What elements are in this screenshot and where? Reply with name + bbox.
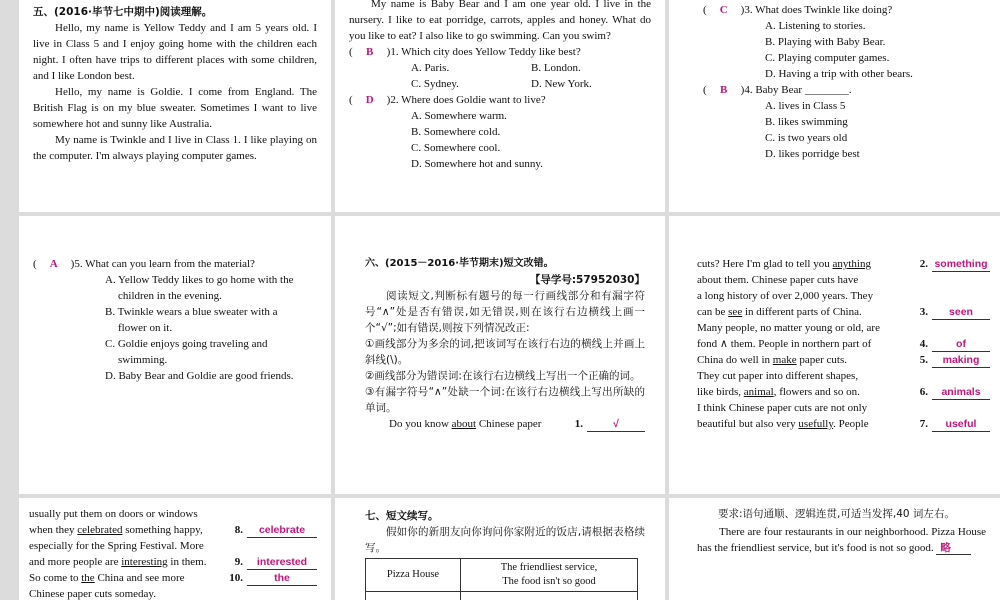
panel-reading-question-5 bbox=[19, 216, 331, 494]
passage-paragraph-2: Hello, my name is Goldie. I come from England. The British Flag is on my blue sweater. Sometimes I want to live somewhere hot and sunny like Australia. bbox=[33, 86, 317, 130]
line-text: . People bbox=[833, 418, 869, 430]
passage-paragraph-4: My name is Baby Bear and I am one year old. I live in the nursery. I like to eat porridge, carrots, apples and honey. What do you like to eat? I also like to go swimming. Can you swim? bbox=[349, 0, 651, 42]
question-5: ( A )5. What can you learn from the material? bbox=[33, 258, 255, 270]
option: A. Somewhere warm. bbox=[411, 110, 507, 122]
line-text: , flowers and so on. bbox=[773, 386, 860, 398]
answer-blank-3: seen bbox=[932, 306, 990, 320]
option: D. Somewhere hot and sunny. bbox=[411, 158, 543, 170]
table-cell-empty bbox=[366, 592, 461, 600]
option: A. Yellow Teddy likes to go home with the children in the evening. bbox=[105, 274, 294, 302]
line-text: beautiful but also very bbox=[697, 418, 799, 430]
table-cell-empty bbox=[461, 592, 638, 600]
line-text: and more people are bbox=[29, 556, 122, 568]
writing-opening-paragraph bbox=[697, 524, 986, 556]
line-text: when they bbox=[29, 524, 78, 536]
correction-line-3 bbox=[697, 304, 990, 320]
table-cell-notes bbox=[461, 559, 638, 592]
line-text: China do well in bbox=[697, 354, 773, 366]
item-number: 1. bbox=[574, 418, 583, 430]
answer-blank-7: useful bbox=[932, 418, 990, 432]
section-heading-reading: 五、(2016·毕节七中期中)阅读理解。 bbox=[33, 6, 213, 18]
item-number: 8. bbox=[234, 524, 243, 536]
panel-error-correction-end bbox=[19, 498, 331, 600]
section-heading-writing: 七、短文续写。 bbox=[365, 510, 439, 522]
line-text: paper cuts. bbox=[796, 354, 848, 366]
panel-error-correction-intro bbox=[335, 216, 665, 494]
line-text: like birds, bbox=[697, 386, 744, 398]
line-text: cuts? Here I'm glad to tell you bbox=[697, 258, 833, 270]
item-number: 5. bbox=[919, 354, 928, 366]
line-text: So come to bbox=[29, 572, 82, 584]
question-5-stem: )5. What can you learn from the material? bbox=[70, 258, 255, 270]
item-number: 2. bbox=[919, 258, 928, 270]
panel-error-correction-text bbox=[669, 216, 1000, 494]
answer-blank-4: of bbox=[932, 338, 990, 352]
underlined-word: the bbox=[81, 572, 95, 584]
option: A. Paris. bbox=[411, 62, 450, 74]
line-text: Do you know bbox=[389, 418, 452, 430]
option: C. Goldie enjoys going traveling and swimming. bbox=[105, 338, 268, 366]
table-row bbox=[366, 592, 638, 600]
question-1-options-row-2 bbox=[349, 76, 651, 92]
line-text: They cut paper into different shapes, bbox=[697, 370, 859, 382]
passage-paragraph-1: Hello, my name is Yellow Teddy and I am 5 years old. I live in Class 5 and I enjoy going home with the children each night. I often have trips to different places with some children, and I like London best. bbox=[33, 22, 317, 82]
answer-blank-5: making bbox=[932, 354, 990, 368]
underlined-word: see bbox=[728, 306, 743, 318]
option: D. likes porridge best bbox=[765, 148, 860, 160]
panel-reading-questions-1 bbox=[335, 0, 665, 212]
option: A. Listening to stories. bbox=[765, 20, 866, 32]
answer-blank-10: the bbox=[247, 572, 317, 586]
question-2-stem: )2. Where does Goldie want to live? bbox=[386, 94, 546, 106]
answer-blank-1: √ bbox=[587, 418, 645, 432]
restaurant-table bbox=[365, 558, 638, 600]
option: A. lives in Class 5 bbox=[765, 100, 846, 112]
option: C. Sydney. bbox=[411, 78, 459, 90]
line-text: Many people, no matter young or old, are bbox=[697, 322, 880, 334]
line-text: a long history of over 2,000 years. They bbox=[697, 290, 874, 302]
item-number: 6. bbox=[919, 386, 928, 398]
panel-writing-answer bbox=[669, 498, 1000, 600]
instruction-rule-2: ②画线部分为错误词:在该行右边横线上写出一个正确的词。 bbox=[365, 370, 641, 382]
correction-line-9 bbox=[29, 554, 317, 570]
line-text: usually put them on doors or windows bbox=[29, 508, 198, 520]
instructions: 阅读短文,判断标有题号的每一行画线部分和有漏字符号“∧”处是否有错误,如无错误,则在该行右边横线上画一个“√”;如有错误,则按下列情况改正: bbox=[365, 290, 645, 334]
question-3: ( C )3. What does Twinkle like doing? bbox=[703, 4, 893, 16]
answer-5: A bbox=[49, 258, 58, 270]
instruction-rule-3: ③有漏字符号“∧”处缺一个词:在该行右边横线上写出所缺的单词。 bbox=[365, 386, 645, 414]
answer-blank-9: interested bbox=[247, 556, 317, 570]
table-cell-restaurant: Pizza House bbox=[366, 559, 461, 592]
item-number: 7. bbox=[919, 418, 928, 430]
answer-blank-8: celebrate bbox=[247, 524, 317, 538]
line-text: I think Chinese paper cuts are not only bbox=[697, 402, 868, 414]
correction-line-5 bbox=[697, 352, 990, 368]
line-text: Chinese paper cuts someday. bbox=[29, 588, 156, 600]
option: B. Playing with Baby Bear. bbox=[765, 36, 886, 48]
line-text: fond ∧ them. People in northern part of bbox=[697, 338, 872, 350]
table-row bbox=[366, 559, 638, 592]
line-text: China and see more bbox=[94, 572, 185, 584]
underlined-word: animal bbox=[743, 386, 774, 398]
line-text: in them. bbox=[167, 556, 207, 568]
option: B. London. bbox=[531, 62, 581, 74]
correction-line-2 bbox=[697, 256, 990, 272]
answer-4: B bbox=[720, 84, 728, 96]
question-4: ( B )4. Baby Bear ________. bbox=[703, 84, 852, 96]
table-cell-line: The friendliest service, bbox=[500, 562, 598, 573]
line-text: about them. Chinese paper cuts have bbox=[697, 274, 859, 286]
question-1-options-row-1 bbox=[349, 60, 651, 76]
option: C. is two years old bbox=[765, 132, 848, 144]
line-text: There are four restaurants in our neighborhood. Pizza House has the friendliest service, but it's food is not so good. bbox=[697, 526, 986, 554]
option: D. New York. bbox=[531, 78, 592, 90]
panel-reading-questions-2 bbox=[669, 0, 1000, 212]
underlined-word: anything bbox=[832, 258, 871, 270]
passage-paragraph-3: My name is Twinkle and I live in Class 1. I like playing on the computer. I'm always playing computer games. bbox=[33, 134, 317, 162]
option: C. Somewhere cool. bbox=[411, 142, 501, 154]
item-number: 3. bbox=[919, 306, 928, 318]
correction-line-6 bbox=[697, 384, 990, 400]
option: D. Having a trip with other bears. bbox=[765, 68, 913, 80]
question-1: ( B )1. Which city does Yellow Teddy like best? bbox=[349, 46, 581, 58]
panel-reading-passage bbox=[19, 0, 331, 212]
writing-requirements: 要求:语句通顺、逻辑连贯,可适当发挥,40 词左右。 bbox=[718, 508, 955, 520]
table-cell-line: The food isn't so good bbox=[502, 576, 596, 587]
correction-line-10 bbox=[29, 570, 317, 586]
answer-blank-2: something bbox=[932, 258, 990, 272]
line-text: something happy, bbox=[122, 524, 203, 536]
answer-2: D bbox=[365, 94, 374, 106]
option: C. Playing computer games. bbox=[765, 52, 890, 64]
option: B. likes swimming bbox=[765, 116, 848, 128]
question-2: ( D )2. Where does Goldie want to live? bbox=[349, 94, 546, 106]
panel-writing-task bbox=[335, 498, 665, 600]
correction-line-8 bbox=[29, 522, 317, 538]
answer-3: C bbox=[719, 4, 728, 16]
question-4-stem: )4. Baby Bear ________. bbox=[740, 84, 852, 96]
correction-line-1 bbox=[365, 416, 645, 432]
guide-number: 【导学号:57952030】 bbox=[529, 274, 645, 286]
item-number: 10. bbox=[229, 572, 243, 584]
item-number: 9. bbox=[234, 556, 243, 568]
underlined-word: about bbox=[451, 418, 477, 430]
option: D. Baby Bear and Goldie are good friends. bbox=[105, 370, 294, 382]
writing-instructions: 假如你的新朋友向你询问你家附近的饭店,请根据表格续写。 bbox=[365, 526, 645, 554]
question-3-stem: )3. What does Twinkle like doing? bbox=[740, 4, 893, 16]
writing-answer-mark: 略 bbox=[936, 542, 971, 555]
option: B. Twinkle wears a blue sweater with a flower on it. bbox=[105, 306, 278, 334]
answer-1: B bbox=[366, 46, 374, 58]
underlined-word: celebrated bbox=[77, 524, 123, 536]
option: B. Somewhere cold. bbox=[411, 126, 501, 138]
underlined-word: usefully bbox=[798, 418, 834, 430]
answer-blank-6: animals bbox=[932, 386, 990, 400]
section-heading-correction: 六、(2015－2016·毕节期末)短文改错。 bbox=[365, 258, 554, 269]
line-text: Chinese paper bbox=[476, 418, 542, 430]
item-number: 4. bbox=[919, 338, 928, 350]
line-text: in different parts of China. bbox=[742, 306, 862, 318]
line-text: especially for the Spring Festival. More bbox=[29, 540, 204, 552]
question-1-stem: )1. Which city does Yellow Teddy like best? bbox=[386, 46, 581, 58]
line-text: can be bbox=[697, 306, 729, 318]
underlined-word: make bbox=[772, 354, 797, 366]
correction-line-7 bbox=[697, 416, 990, 432]
instruction-rule-1: ①画线部分为多余的词,把该词写在该行右边的横线上并画上斜线(\)。 bbox=[365, 338, 645, 366]
underlined-word: interesting bbox=[121, 556, 168, 568]
correction-line-4 bbox=[697, 336, 990, 352]
